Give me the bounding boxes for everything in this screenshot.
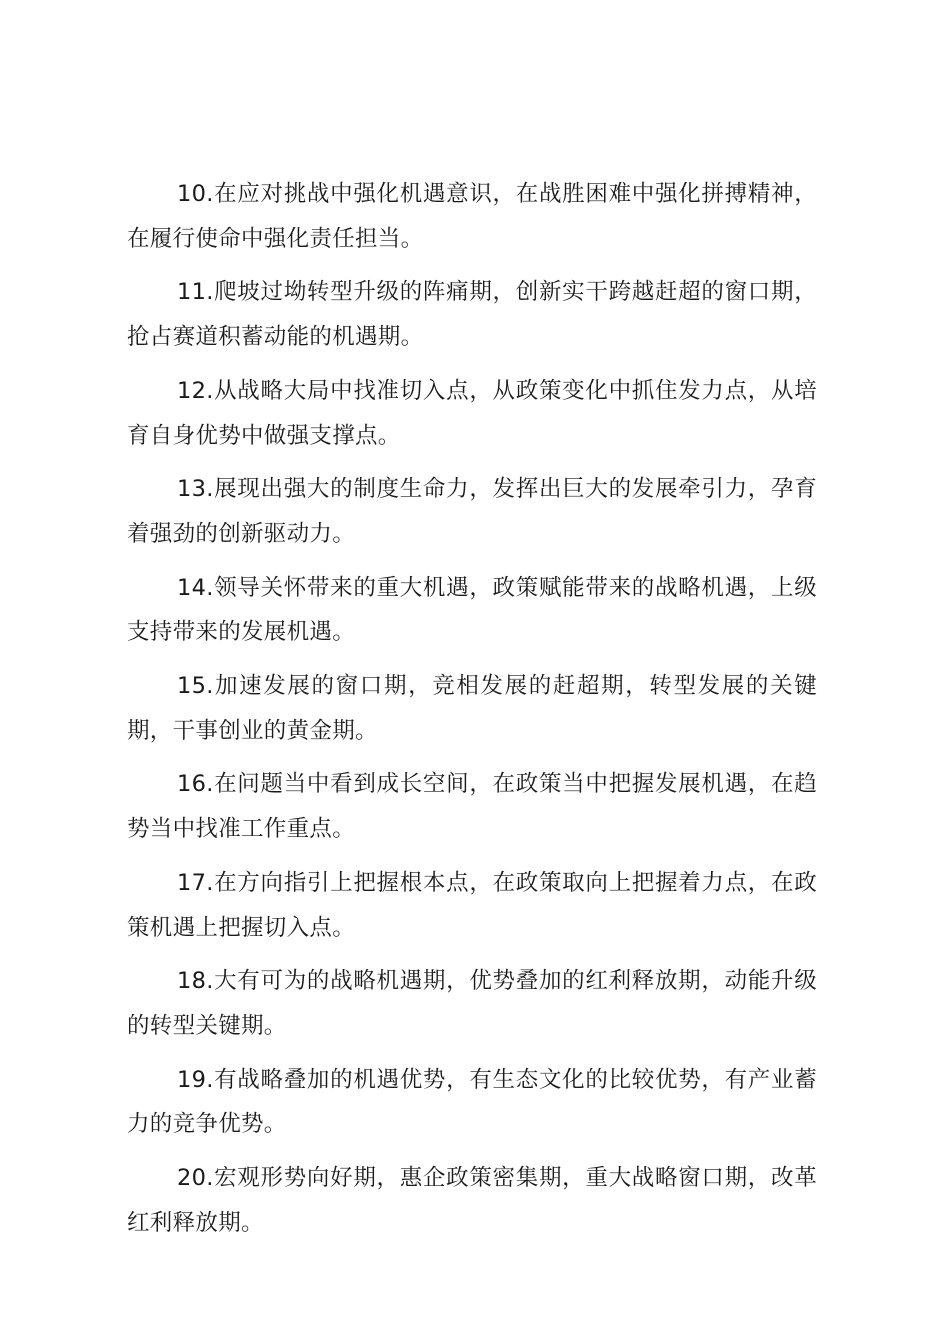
paragraph-item-10: 10.在应对挑战中强化机遇意识，在战胜困难中强化拼搏精神，在履行使命中强化责任担当。 — [127, 181, 817, 252]
document-body — [127, 172, 817, 1254]
paragraph-item-14: 14.领导关怀带来的重大机遇，政策赋能带来的战略机遇，上级支持带来的发展机遇。 — [127, 574, 817, 646]
paragraph-item-19: 19.有战略叠加的机遇优势，有生态文化的比较优势，有产业蓄力的竞争优势。 — [127, 1066, 817, 1138]
paragraph-item-16: 16.在问题当中看到成长空间，在政策当中把握发展机遇，在趋势当中找准工作重点。 — [127, 771, 817, 843]
paragraph-item-20: 20.宏观形势向好期，惠企政策密集期，重大战略窗口期，改革红利释放期。 — [127, 1165, 817, 1236]
paragraph-item-11: 11.爬坡过坳转型升级的阵痛期，创新实干跨越赶超的窗口期，抢占赛道积蓄动能的机遇期。 — [127, 279, 817, 351]
paragraph-item-17: 17.在方向指引上把握根本点，在政策取向上把握着力点，在政策机遇上把握切入点。 — [127, 869, 817, 941]
paragraph-item-18: 18.大有可为的战略机遇期，优势叠加的红利释放期，动能升级的转型关键期。 — [127, 968, 817, 1039]
paragraph-item-15: 15.加速发展的窗口期，竞相发展的赶超期，转型发展的关键期，干事创业的黄金期。 — [127, 673, 817, 744]
paragraph-item-13: 13.展现出强大的制度生命力，发挥出巨大的发展牵引力，孕育着强劲的创新驱动力。 — [127, 476, 817, 547]
paragraph-item-12: 12.从战略大局中找准切入点，从政策变化中抓住发力点，从培育自身优势中做强支撑点。 — [127, 377, 817, 449]
